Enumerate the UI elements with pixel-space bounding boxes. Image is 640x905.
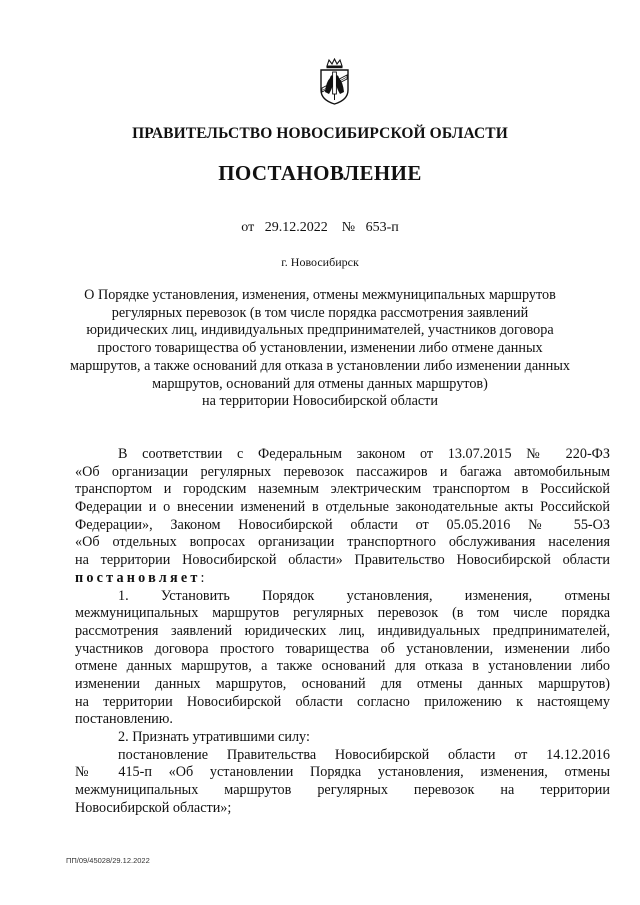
- body-line: транспортом и городским наземным электрическим транспортом в Российской: [75, 481, 610, 498]
- body-line: 1. Установить Порядок установления, изменения, отмены: [118, 587, 610, 604]
- body-line: рассмотрения заявлений юридических лиц, индивидуальных предпринимателей,: [75, 622, 610, 639]
- date-number-line: [0, 220, 640, 236]
- body-line: участников договора простого товарищества об установлении, изменении либо: [75, 640, 610, 657]
- body-line: Новосибирской области»;: [75, 799, 232, 816]
- heading-line: юридических лиц, индивидуальных предпринимателей, участников договора: [86, 322, 554, 339]
- heading-line: на территории Новосибирской области: [202, 393, 438, 410]
- date-prefix: от: [241, 220, 255, 235]
- body-line: Федерации и о внесении изменений в отдельные законодательные акты Российской: [75, 499, 610, 516]
- body-line: на территории Новосибирской области» Правительство Новосибирской области: [75, 552, 610, 569]
- document-heading: [68, 287, 572, 411]
- document-number: 653-п: [365, 220, 399, 235]
- body-line: В соответствии с Федеральным законом от 13.07.2015 № 220-ФЗ: [118, 446, 610, 462]
- body-line: изменении данных маршрутов, оснований для отмены данных маршрутов): [75, 675, 610, 692]
- item-2-paragraph: [75, 729, 610, 817]
- document-body: [75, 446, 610, 817]
- body-line: Федерации», Законом Новосибирской области от 05.05.2016 № 55-ОЗ: [75, 516, 610, 533]
- body-line: постановление Правительства Новосибирской области от 14.12.2016: [118, 746, 610, 763]
- body-line: отмене данных маршрутов, а также оснований для отказа в установлении либо: [75, 658, 610, 675]
- number-prefix: №: [341, 220, 356, 235]
- footer-document-code: ПП/09/45028/29.12.2022: [66, 856, 150, 865]
- heading-line: маршрутов, оснований для отмены данных маршрутов): [152, 375, 488, 392]
- body-line: на территории Новосибирской области согласно приложению к настоящему: [75, 693, 610, 710]
- document-date: 29.12.2022: [264, 220, 328, 235]
- coat-of-arms-icon: [318, 58, 351, 106]
- body-line: межмуниципальных маршрутов регулярных перевозок на территории: [75, 782, 610, 799]
- body-line: 2. Признать утратившими силу:: [118, 729, 310, 745]
- body-line: «Об организации регулярных перевозок пассажиров и багажа автомобильным: [75, 463, 610, 480]
- resolves-punct: :: [200, 569, 205, 586]
- body-line: «Об отдельных вопросах организации транспортного обслуживания населения: [75, 534, 610, 551]
- heading-line: маршрутов, а также оснований для отказа в установлении либо изменении данных: [70, 357, 570, 374]
- heading-line: регулярных перевозок (в том числе порядка рассмотрения заявлений: [111, 304, 529, 321]
- heading-line: О Порядке установления, изменения, отмены межмуниципальных маршрутов: [84, 287, 556, 303]
- organization-title: ПРАВИТЕЛЬСТВО НОВОСИБИРСКОЙ ОБЛАСТИ: [132, 125, 508, 142]
- resolves-line: [75, 570, 610, 588]
- heading-line: простого товарищества об установлении, изменении либо отмене данных: [97, 340, 543, 357]
- body-line: постановлению.: [75, 711, 173, 728]
- body-line: № 415-п «Об установлении Порядка установления, изменения, отмены: [75, 764, 610, 781]
- item-1-paragraph: [75, 588, 610, 730]
- body-line: межмуниципальных маршрутов регулярных перевозок (в том числе порядка: [75, 605, 610, 622]
- resolves-word: постановляет: [75, 569, 201, 586]
- document-type: ПОСТАНОВЛЕНИЕ: [218, 161, 422, 185]
- preamble-paragraph: [75, 446, 610, 588]
- city: г. Новосибирск: [281, 255, 359, 269]
